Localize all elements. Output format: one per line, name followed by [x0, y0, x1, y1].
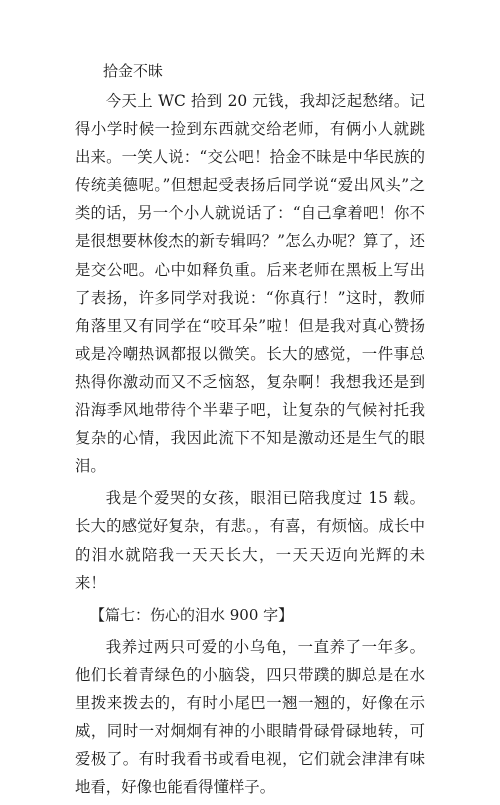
paragraph-2: 我是个爱哭的女孩，眼泪已陪我度过 15 载。长大的感觉好复杂，有悲。，有喜，有烦恼。成长中的泪水就陪我一天天长大，一天天迈向光辉的未来！: [75, 489, 425, 592]
paragraph-1: 今天上 WC 拾到 20 元钱，我却泛起愁绪。记得小学时候一捡到东西就交给老师，有俩小人就跳出来。一笑人说：“交公吧！拾金不昧是中华民族的传统美德呢。”但想起受表扬后同学说“爱出风头”之类的话，另一个小人就说话了：“自己拿着吧！你不是很想要林俊杰的新专辑吗？”怎么办呢？算了，还是交公吧。心中如释负重。后来老师在黑板上写出了表扬，许多同学对我说：“你真行！”这时，教师角落里又有同学在“咬耳朵”啦！但是我对真心赞扬或是冷嘲热讽都报以微笑。长大的感觉，一件事总热得你激动而又不乏恼怒，复杂啊！我想我还是到沿海季风地带待个半辈子吧，让复杂的气候衬托我复杂的心情，我因此流下不知是激动还是生气的眼泪。: [75, 92, 425, 476]
document-title: 拾金不昧: [103, 62, 164, 80]
section-heading: 【篇七：伤心的泪水 900 字】: [90, 605, 294, 624]
section-paragraph: 我养过两只可爱的小乌龟，一直养了一年多。他们长着青绿色的小脑袋，四只带蹼的脚总是在水里拨来拨去的，有时小尾巴一翘一翘的，好像在示威，同时一对炯炯有神的小眼睛骨碌骨碌地转，可爱极了。有时我看书或看电视，它们就会津津有味地看，好像也能看得懂样子。: [75, 637, 425, 797]
document-body: [75, 57, 425, 805]
